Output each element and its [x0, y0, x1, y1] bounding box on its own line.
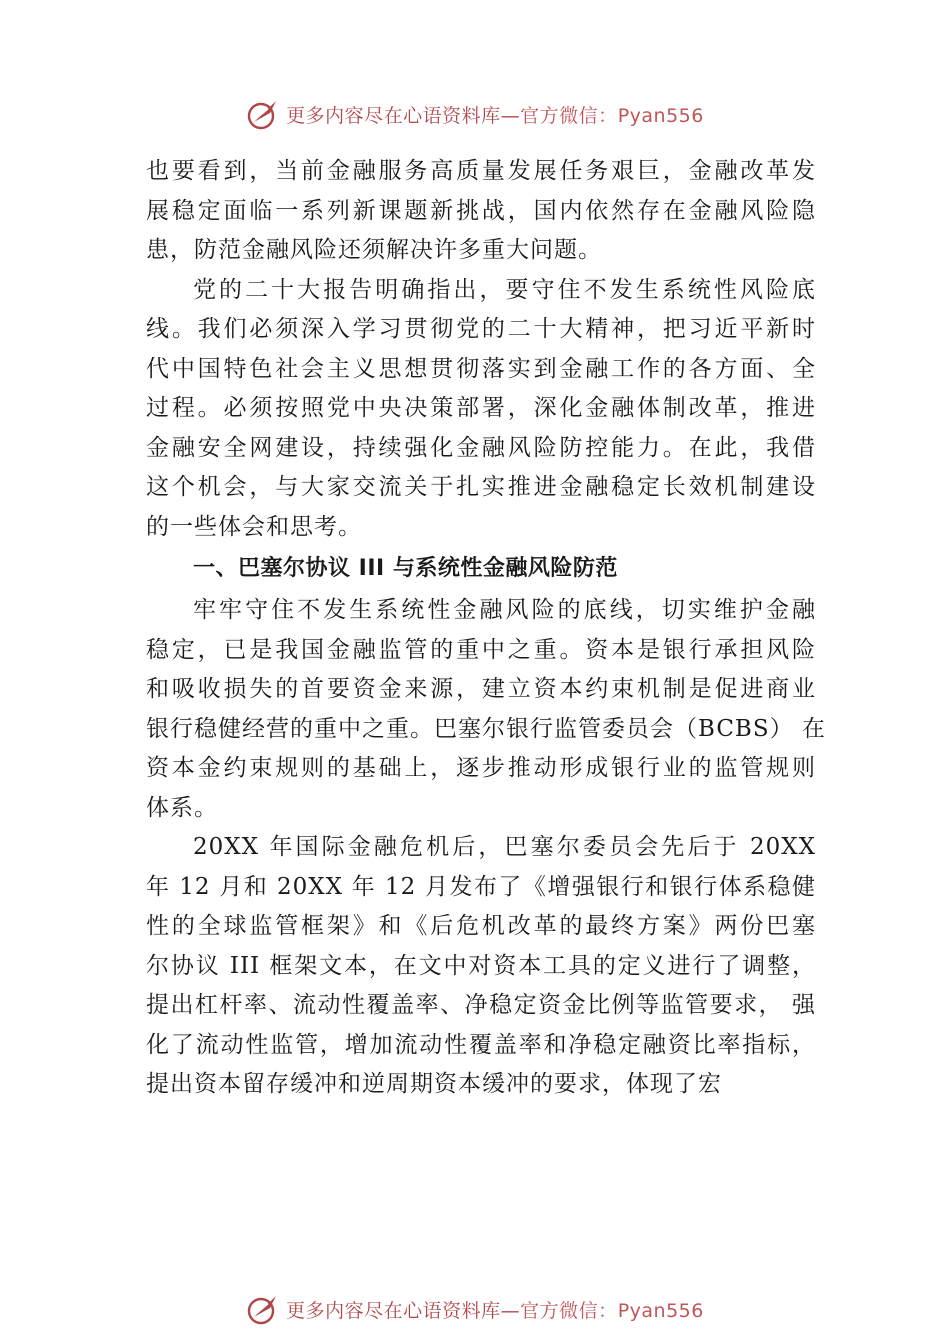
- text-line: 牢牢守住不发生系统性金融风险的底线，切实维护金融: [193, 597, 816, 623]
- document-body: [146, 152, 826, 1105]
- paragraph-1: [146, 152, 816, 271]
- paragraph-3: [146, 591, 826, 828]
- text-line: 金融安全网建设，持续强化金融风险防控能力。在此，我借: [146, 434, 816, 461]
- section-heading: 一、巴塞尔协议 III 与系统性金融风险防范: [193, 556, 618, 581]
- text-line: 20XX 年国际金融危机后，巴塞尔委员会先后于 20XX: [193, 834, 816, 860]
- banner-wechat-label: 官方微信：: [520, 104, 618, 127]
- text-line: 线。我们必须深入学习贯彻党的二十大精神，把习近平新时: [146, 316, 816, 342]
- quill-logo-icon: [246, 1292, 280, 1326]
- text-line: 过程。必须按照党中央决策部署，深化金融体制改革，推进: [146, 395, 816, 421]
- header-banner: [0, 92, 950, 136]
- text-line: 稳定，已是我国金融监管的重中之重。资本是银行承担风险: [146, 636, 816, 663]
- banner-text: [286, 101, 704, 128]
- banner-brand: 更多内容尽在心语资料库: [286, 1299, 501, 1322]
- banner-wechat-label: 官方微信：: [520, 1299, 618, 1322]
- text-line: 提出杠杆率、流动性覆盖率、净稳定资金比例等监管要求， 强: [146, 992, 816, 1018]
- text-line: 银行稳健经营的重中之重。巴塞尔银行监管委员会（BCBS） 在: [146, 715, 826, 742]
- paragraph-2: [146, 271, 816, 548]
- text-line: 这个机会，与大家交流关于扎实推进金融稳定长效机制建设: [146, 474, 816, 500]
- quill-logo-icon: [246, 97, 280, 131]
- banner-separator: —: [500, 1299, 521, 1322]
- text-line: 化了流动性监管，增加流动性覆盖率和净稳定融资比率指标，: [146, 1031, 816, 1058]
- text-line: 体系。: [146, 794, 218, 821]
- text-line: 和吸收损失的首要资金来源，建立资本约束机制是促进商业: [146, 676, 816, 702]
- banner-text: [286, 1296, 704, 1323]
- text-line: 资本金约束规则的基础上，逐步推动形成银行业的监管规则: [146, 755, 816, 781]
- banner-wechat-id: Pyan556: [617, 104, 704, 127]
- banner-separator: —: [500, 104, 521, 127]
- banner-wechat-id: Pyan556: [617, 1299, 704, 1322]
- banner-brand: 更多内容尽在心语资料库: [286, 104, 501, 127]
- text-line: 的一些体会和思考。: [146, 513, 362, 540]
- text-line: 代中国特色社会主义思想贯彻落实到金融工作的各方面、全: [146, 355, 816, 382]
- text-line: 性的全球监管框架》和《后危机改革的最终方案》两份巴塞: [146, 913, 816, 939]
- footer-banner: [0, 1287, 950, 1331]
- text-line: 年 12 月和 20XX 年 12 月发布了《增强银行和银行体系稳健: [146, 873, 816, 900]
- text-line: 党的二十大报告明确指出，要守住不发生系统性风险底: [193, 276, 816, 303]
- paragraph-4: [146, 828, 816, 1105]
- text-line: 提出资本留存缓冲和逆周期资本缓冲的要求，体现了宏: [146, 1071, 722, 1097]
- text-line: 也要看到，当前金融服务高质量发展任务艰巨，金融改革发: [146, 158, 816, 184]
- text-line: 患，防范金融风险还须解决许多重大问题。: [146, 237, 602, 263]
- text-line: 展稳定面临一系列新课题新挑战，国内依然存在金融风险隐: [146, 197, 816, 224]
- text-line: 尔协议 III 框架文本，在文中对资本工具的定义进行了调整，: [146, 952, 816, 979]
